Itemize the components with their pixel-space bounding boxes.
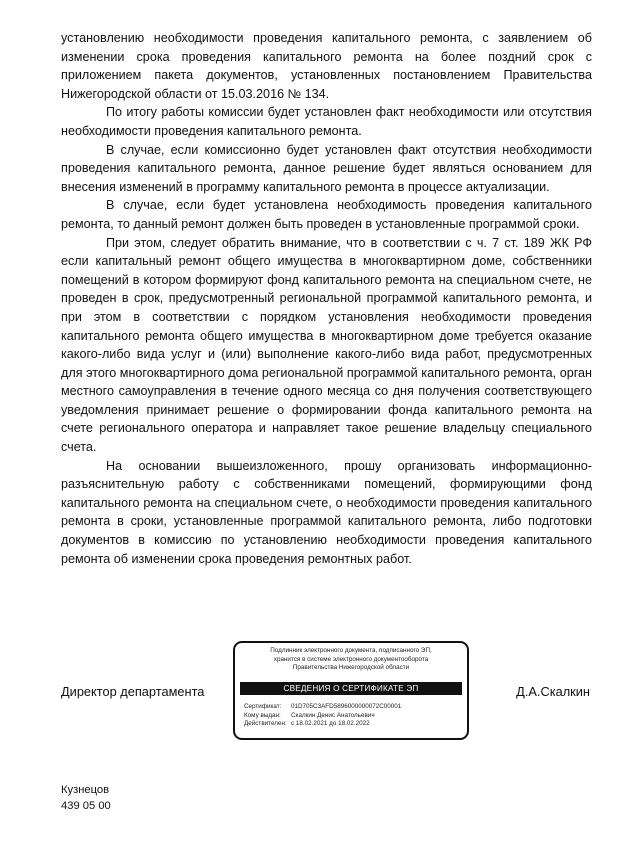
paragraph-4: В случае, если будет установлена необходимость проведения капитального ремонта, то данный ремонт должен быть проведен в установленные программой сроки. [61, 198, 592, 231]
stamp-certificate-bar: СВЕДЕНИЯ О СЕРТИФИКАТЕ ЭП [240, 682, 462, 695]
paragraph-6: На основании вышеизложенного, прошу организовать информационно-разъяснительную работу с собственниками помещений, формирующими фонд капитального ремонта на специальном счете, о необходимости проведения капитального ремонта в сроки, установленные программой капитального ремонта, либо подготовки документов в комиссию по установлению необходимости проведения капитального ремонта об изменении срока проведения ремонтных работ. [61, 458, 592, 566]
executor-phone: 439 05 00 [61, 800, 111, 812]
stamp-cert-row [244, 703, 467, 712]
stamp-issued-value: Скалкин Денис Анатольевич [291, 711, 375, 719]
stamp-line-3: Правительства Нижегородской области [292, 664, 410, 672]
paragraph-2: По итогу работы комиссии будет установлен факт необходимости или отсутствия необходимости проведения капитального ремонта. [61, 105, 592, 138]
stamp-cert-label: Сертификат: [244, 702, 282, 710]
stamp-line-1: Подлинник электронного документа, подписанного ЭП, [270, 647, 432, 654]
stamp-details [244, 703, 467, 729]
electronic-signature-stamp [233, 641, 469, 740]
letter-body [61, 29, 592, 568]
stamp-line-2: хранится в системе электронного документооборота [273, 655, 429, 663]
stamp-valid-value: с 18.02.2021 до 18.02.2022 [291, 720, 370, 728]
signatory-position: Директор департамента [61, 684, 205, 699]
stamp-valid-label: Действителен: [244, 720, 287, 728]
paragraph-3: В случае, если комиссионно будет установлен факт отсутствия необходимости проведения капитального ремонта, данное решение будет являться основанием для внесения изменений в программу капитального ремонта в процессе актуализации. [61, 142, 592, 194]
paragraph-1: установлению необходимости проведения капитального ремонта, с заявлением об изменении срока проведения капитального ремонта на более поздний срок с приложением пакета документов, установленных постановлением Правительства Нижегородской области от 15.03.2016 № 134. [61, 31, 592, 101]
stamp-header [235, 643, 467, 673]
stamp-valid-row [244, 720, 467, 729]
stamp-issued-label: Кому выдан: [244, 711, 281, 719]
paragraph-5: При этом, следует обратить внимание, что в соответствии с ч. 7 ст. 189 ЖК РФ если капитальный ремонт общего имущества в многоквартирном доме, собственники помещений в котором формируют фонд капитального ремонта на специальном счете, не проведен в срок, предусмотренный региональной программой капитального ремонта, и при этом в соответствии с порядком установления необходимости проведения капитального ремонта общего имущества в многоквартирном доме требуется оказание какого-либо вида услуг и (или) выполнение какого-либо вида работ, предусмотренных для этого многоквартирного дома региональной программой капитального ремонта, орган местного самоуправления в течение одного месяца со дня получения соответствующего уведомления принимает решение о формировании фонда капитального ремонта на счете регионального оператора и направляет такое решение владельцу специального счета. [61, 235, 592, 455]
executor-name: Кузнецов [61, 784, 110, 796]
signatory-name: Д.А.Скалкин [516, 684, 590, 699]
executor-info [61, 782, 111, 814]
stamp-cert-value: 01D705C3AFD5896000000072C00001 [291, 702, 402, 710]
